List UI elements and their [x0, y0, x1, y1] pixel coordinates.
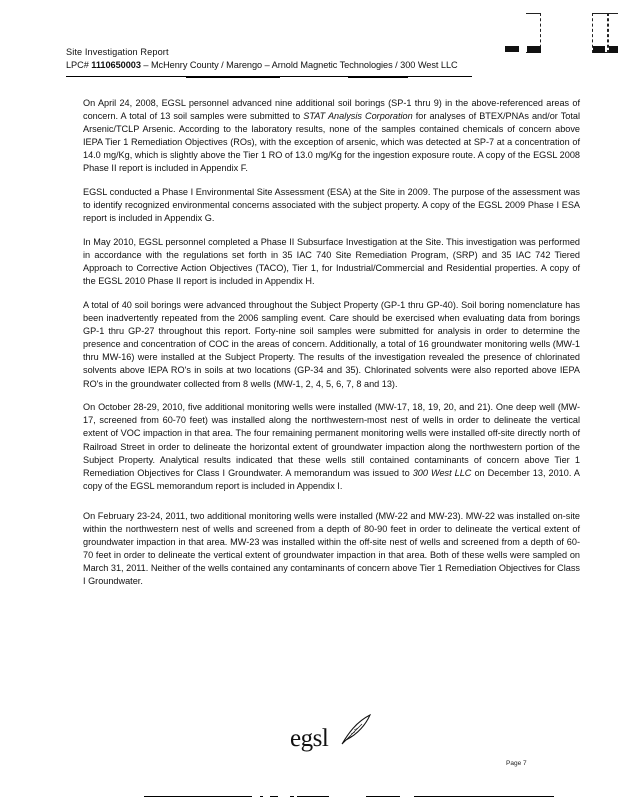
quill-pen-icon	[340, 712, 374, 746]
footer-rule	[414, 796, 554, 797]
footer-rule	[270, 796, 278, 797]
paragraph-soil-borings: A total of 40 soil borings were advanced throughout the Subject Property (GP-1 thru GP-40). Soil boring nomenclature has been inadvertently repeated from the 2006 sampling event. Care should be exercised when evaluating data from borings GP-1 thru GP-27 throughout this report. Forty-nine soil samples were submitted for analysis in order to determine the presence and concentration of COC in the areas of concern. Additionally, a total of 16 groundwater monitoring wells (MW-1 thru MW-16) were installed at the Subject Property. The results of the investigation revealed the presence of chlorinated solvents above IEPA RO's in soils at two locations (GP-34 and 35). Chlorinated solvents were also reported above IEPA RO's in the groundwater collected from 8 wells (MW-1, 2, 4, 5, 6, 7, 8 and 13).	[83, 300, 580, 389]
page-number: Page 7	[506, 760, 527, 767]
report-body	[83, 97, 580, 599]
subtitle-rest: – McHenry County / Marengo – Arnold Magnetic Technologies / 300 West LLC	[140, 60, 458, 70]
scan-mark-block	[527, 46, 541, 53]
footer-rule	[290, 796, 294, 797]
paragraph-oct-2010-wells: On October 28-29, 2010, five additional monitoring wells were installed (MW-17, 18, 19, 20, and 21). One deep well (MW-17, screened from 60-70 feet) was installed along the northwestern-most nest of wells in order to delineate the vertical extent of VOC impaction in that area. The four remaining permanent monitoring wells were installed off-site directly north of Railroad Street in order to delineate the horizontal extent of groundwater impaction along the northwestern portion of the Subject Property. Analytical results indicated that these wells still contained contaminants of concern above Tier 1 Remediation Objectives for Class I Groundwater. A memorandum was issued to 300 West LLC on December 13, 2010. A copy of the EGSL memorandum report is included in Appendix I.	[83, 402, 580, 491]
footer-rule	[366, 796, 400, 797]
scan-mark-block	[593, 46, 605, 53]
report-title: Site Investigation Report	[66, 47, 169, 57]
footer-rule	[260, 796, 263, 797]
scan-mark-block	[505, 46, 519, 52]
paragraph-2009-phase-i: EGSL conducted a Phase I Environmental Site Assessment (ESA) at the Site in 2009. The purpose of the assessment was to identify recognized environmental concerns associated with the subject property. A copy of the EGSL 2009 Phase I ESA report is included in Appendix G.	[83, 187, 580, 224]
lab-name: STAT Analysis Corporation	[303, 111, 413, 122]
egsl-logo: egsl	[290, 725, 329, 752]
header-rule-accent	[186, 76, 280, 78]
client-name: 300 West LLC	[412, 467, 472, 478]
lpc-number: 1110650003	[91, 60, 141, 70]
paragraph-2008-phase-ii: On April 24, 2008, EGSL personnel advanced nine additional soil borings (SP-1 thru 9) in the above-referenced areas of concern. A total of 13 soil samples were submitted to STAT Analysis Corporation for analyses of BTEX/PNAs and/or Total Arsenic/TCLP Arsenic. According to the laboratory results, none of the samples contained chemicals of concern above IEPA Tier 1 Remediation Objectives (ROs), with the exception of arsenic, which was detected at SP-7 at a concentration of 14.0 mg/Kg, which is slightly above the Tier 1 RO of 13.0 mg/Kg for the ingestion exposure route. A copy of the EGSL 2008 Phase II report is included in Appendix F.	[83, 98, 580, 174]
header-rule-accent	[348, 76, 408, 78]
report-subtitle	[66, 60, 458, 70]
paragraph-feb-2011-wells: On February 23-24, 2011, two additional monitoring wells were installed (MW-22 and MW-23). MW-22 was installed on-site within the northwestern nest of wells and screened from a depth of 80-90 feet in order to delineate the vertical extent of groundwater impaction in that area. MW-23 was installed within the off-site nest of wells and screened from a depth of 60-70 feet in order to delineate the vertical extent of groundwater impaction in that area. Both of these wells were sampled on March 31, 2011. Neither of the wells contained any contaminants of concern above Tier 1 Remediation Objectives for Class I Groundwater.	[83, 510, 580, 587]
lpc-prefix: LPC#	[66, 60, 92, 70]
footer-rule	[144, 796, 252, 797]
scan-mark-block	[609, 46, 618, 53]
footer-rule	[297, 796, 329, 797]
paragraph-2010-phase-ii: In May 2010, EGSL personnel completed a Phase II Subsurface Investigation at the Site. This investigation was performed in accordance with the regulations set forth in 35 IAC 740 Site Remediation Program, (SRP) and 35 IAC 742 Tiered Approach to Corrective Action Objectives (TACO), Tier 1, for Industrial/Commercial and Residential properties. A copy of the EGSL 2010 Phase II report is included in Appendix H.	[83, 237, 580, 287]
